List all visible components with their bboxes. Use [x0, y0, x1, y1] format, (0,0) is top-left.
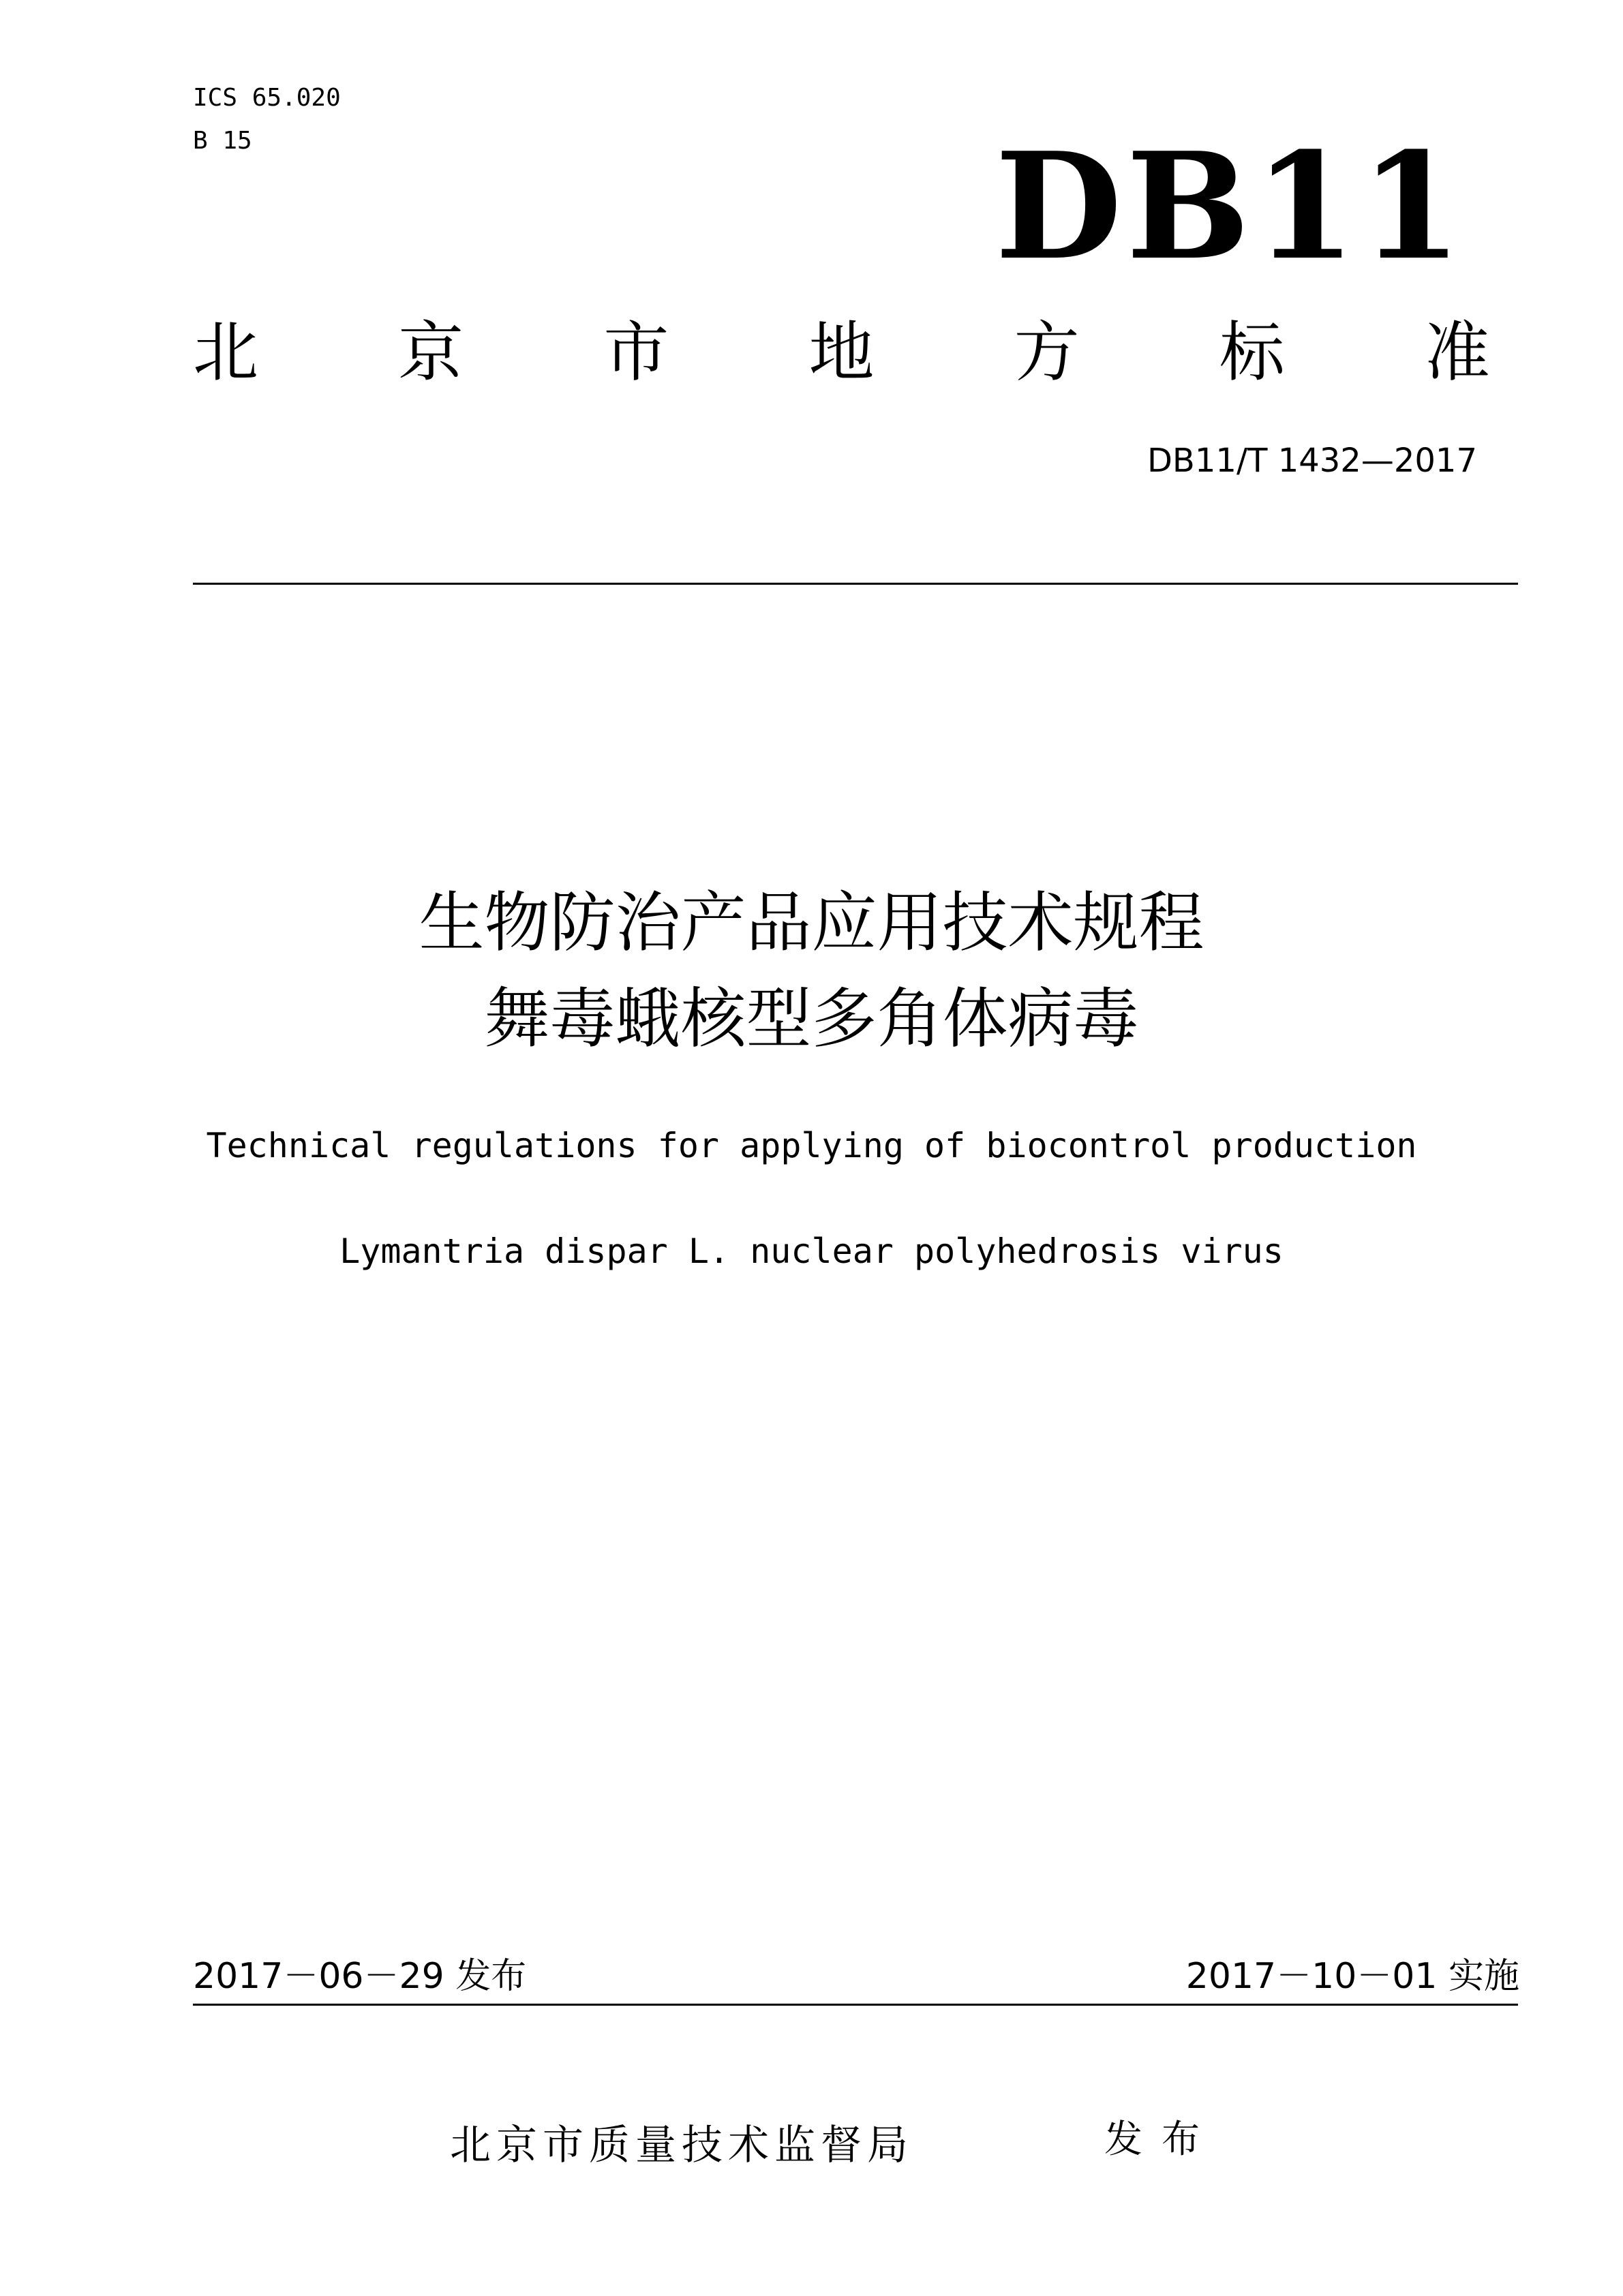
bottom-divider [193, 2004, 1518, 2006]
ics-code: ICS 65.020 [193, 84, 341, 112]
standard-type-char: 北 [193, 314, 258, 391]
implementation-date: 2017－10－01 实施 [1185, 1956, 1519, 1997]
top-divider [193, 583, 1518, 585]
standard-type-char: 市 [603, 314, 669, 391]
ccs-code: B 15 [193, 127, 252, 155]
standard-type-char: 方 [1014, 314, 1080, 391]
publish-label: 发布 [1104, 2117, 1219, 2162]
standard-type-char: 准 [1424, 314, 1490, 391]
title-english-line-2: Lymantria dispar L. nuclear polyhedrosis virus [339, 1231, 1284, 1271]
db11-logo: DB11 [995, 120, 1466, 292]
title-english-line-1: Technical regulations for applying of biocontrol production [206, 1126, 1417, 1165]
standard-type-char: 地 [808, 314, 875, 391]
standard-type-char: 标 [1219, 314, 1285, 391]
standard-type-title [193, 315, 1490, 390]
title-chinese-line-1: 生物防治产品应用技术规程 [419, 885, 1204, 961]
standard-number: DB11/T 1432—2017 [1147, 442, 1477, 480]
title-chinese-line-2: 舞毒蛾核型多角体病毒 [484, 981, 1139, 1057]
issue-date: 2017－06－29 发布 [193, 1956, 527, 1997]
standard-type-char: 京 [398, 314, 464, 391]
publisher-name: 北京市质量技术监督局 [450, 2122, 913, 2169]
